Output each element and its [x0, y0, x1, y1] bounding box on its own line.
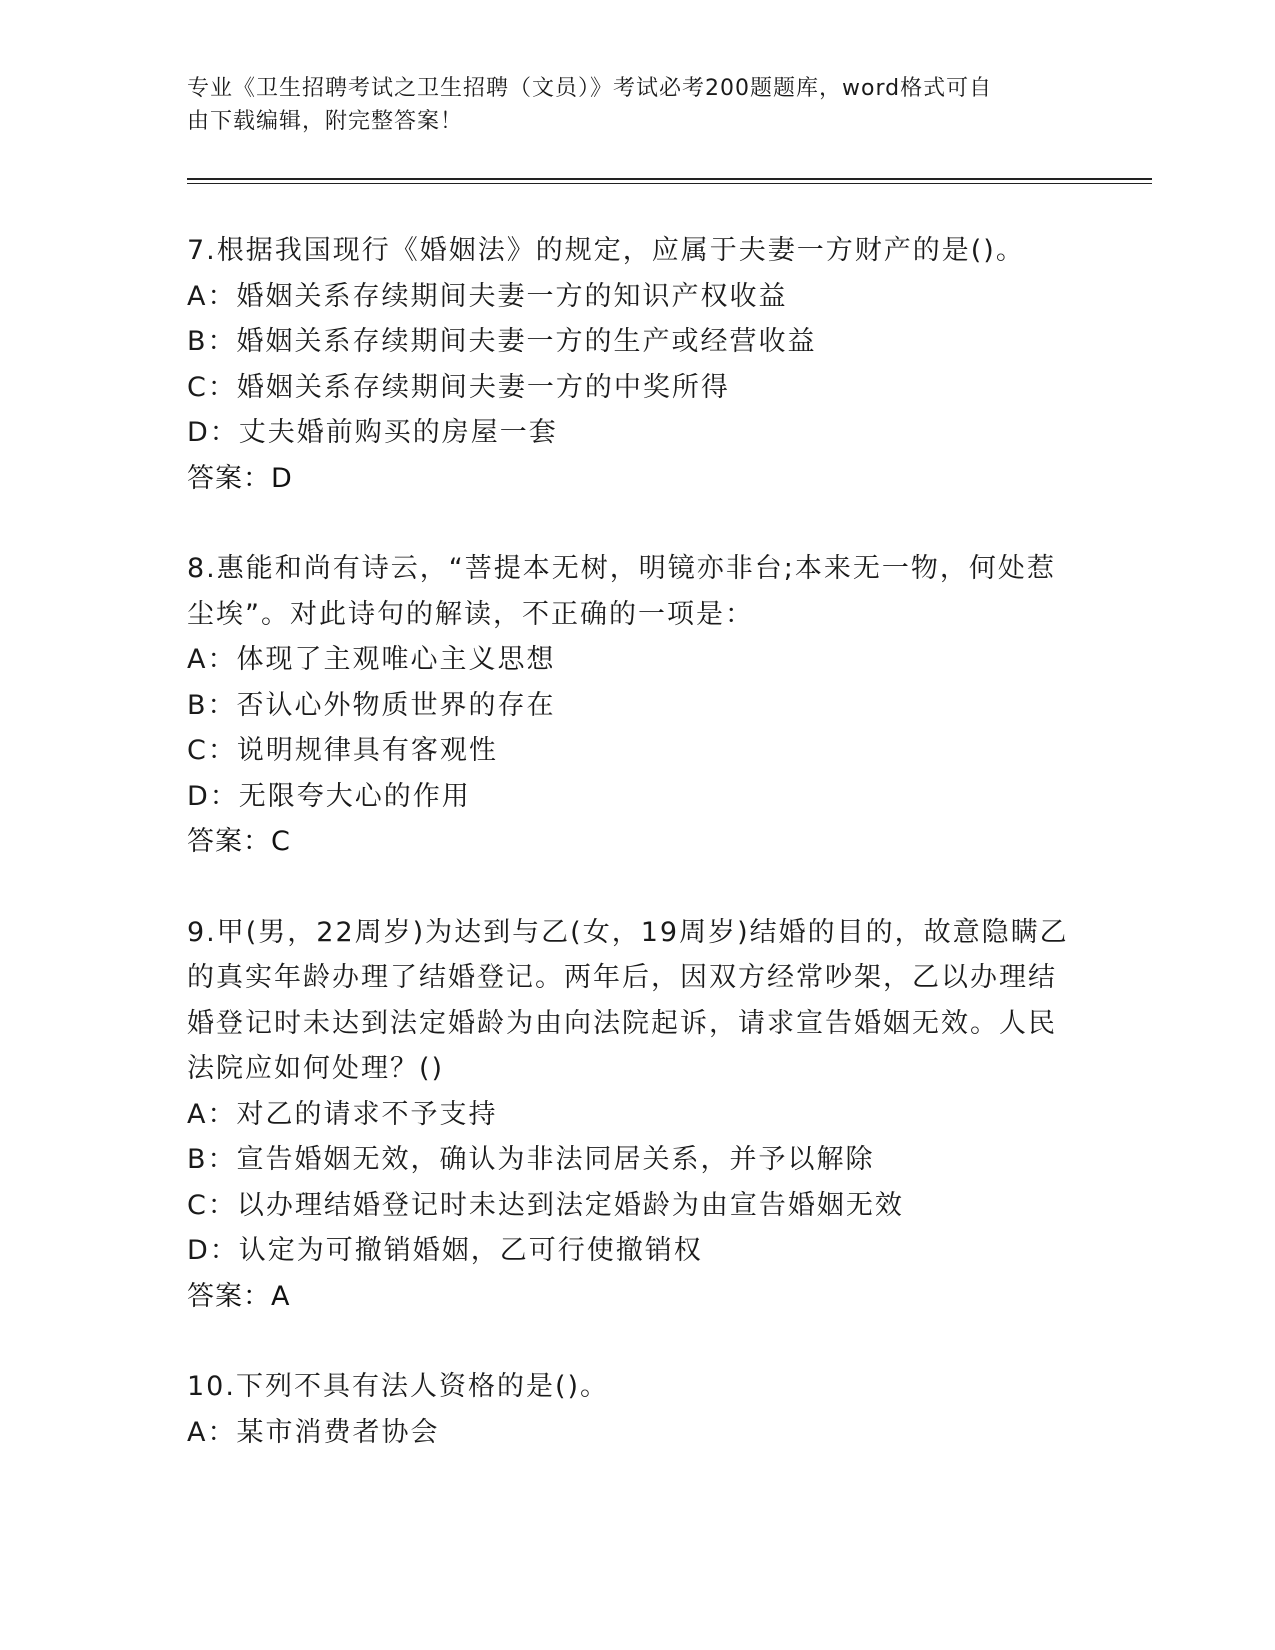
option-b: B：婚姻关系存续期间夫妻一方的生产或经营收益: [187, 326, 817, 357]
stem-line: 的真实年龄办理了结婚登记。两年后，因双方经常吵架，乙以办理结: [187, 962, 1057, 993]
option-d: D：无限夸大心的作用: [187, 780, 471, 812]
question-stem: [187, 228, 1087, 274]
question-stem: [187, 546, 1087, 637]
option-c: C：婚姻关系存续期间夫妻一方的中奖所得: [187, 371, 730, 403]
stem-line: 法院应如何处理？(): [187, 1053, 445, 1084]
stem-line: 7.根据我国现行《婚姻法》的规定，应属于夫妻一方财产的是()。: [187, 235, 1025, 266]
option-d: D：丈夫婚前购买的房屋一套: [187, 417, 558, 448]
question-8: [187, 546, 1087, 865]
header-divider-thin: [187, 183, 1152, 184]
answer: 答案：D: [187, 462, 293, 494]
stem-line: 8.惠能和尚有诗云，“菩提本无树，明镜亦非台;本来无一物，何处惹: [187, 553, 1056, 584]
document-header: [187, 72, 1067, 138]
header-divider-thick: [187, 178, 1152, 180]
question-9: [187, 910, 1087, 1320]
question-stem: [187, 1364, 1087, 1410]
answer: 答案：A: [187, 1280, 291, 1312]
option-c: C：以办理结婚登记时未达到法定婚龄为由宣告婚姻无效: [187, 1189, 904, 1221]
stem-line: 尘埃”。对此诗句的解读，不正确的一项是：: [187, 598, 754, 630]
option-b: B：宣告婚姻无效，确认为非法同居关系，并予以解除: [187, 1144, 875, 1175]
header-line-2: 由下载编辑，附完整答案！: [187, 109, 464, 134]
stem-line: 10.下列不具有法人资格的是()。: [187, 1371, 610, 1402]
question-stem: [187, 910, 1087, 1092]
option-c: C：说明规律具有客观性: [187, 735, 498, 766]
option-a: A：某市消费者协会: [187, 1416, 440, 1448]
answer: 答案：C: [187, 826, 291, 857]
option-a: A：对乙的请求不予支持: [187, 1098, 498, 1130]
option-a: A：体现了主观唯心主义思想: [187, 644, 556, 675]
header-line-1: 专业《卫生招聘考试之卫生招聘（文员）》考试必考200题题库，word格式可自: [187, 76, 993, 101]
question-list: [187, 228, 1087, 1500]
question-10: [187, 1364, 1087, 1455]
question-7: [187, 228, 1087, 501]
option-a: A：婚姻关系存续期间夫妻一方的知识产权收益: [187, 280, 788, 312]
stem-line: 婚登记时未达到法定婚龄为由向法院起诉，请求宣告婚姻无效。人民: [187, 1007, 1057, 1039]
option-d: D：认定为可撤销婚姻，乙可行使撤销权: [187, 1235, 703, 1266]
option-b: B：否认心外物质世界的存在: [187, 689, 556, 721]
stem-line: 9.甲(男，22周岁)为达到与乙(女，19周岁)结婚的目的，故意隐瞒乙: [187, 916, 1069, 948]
